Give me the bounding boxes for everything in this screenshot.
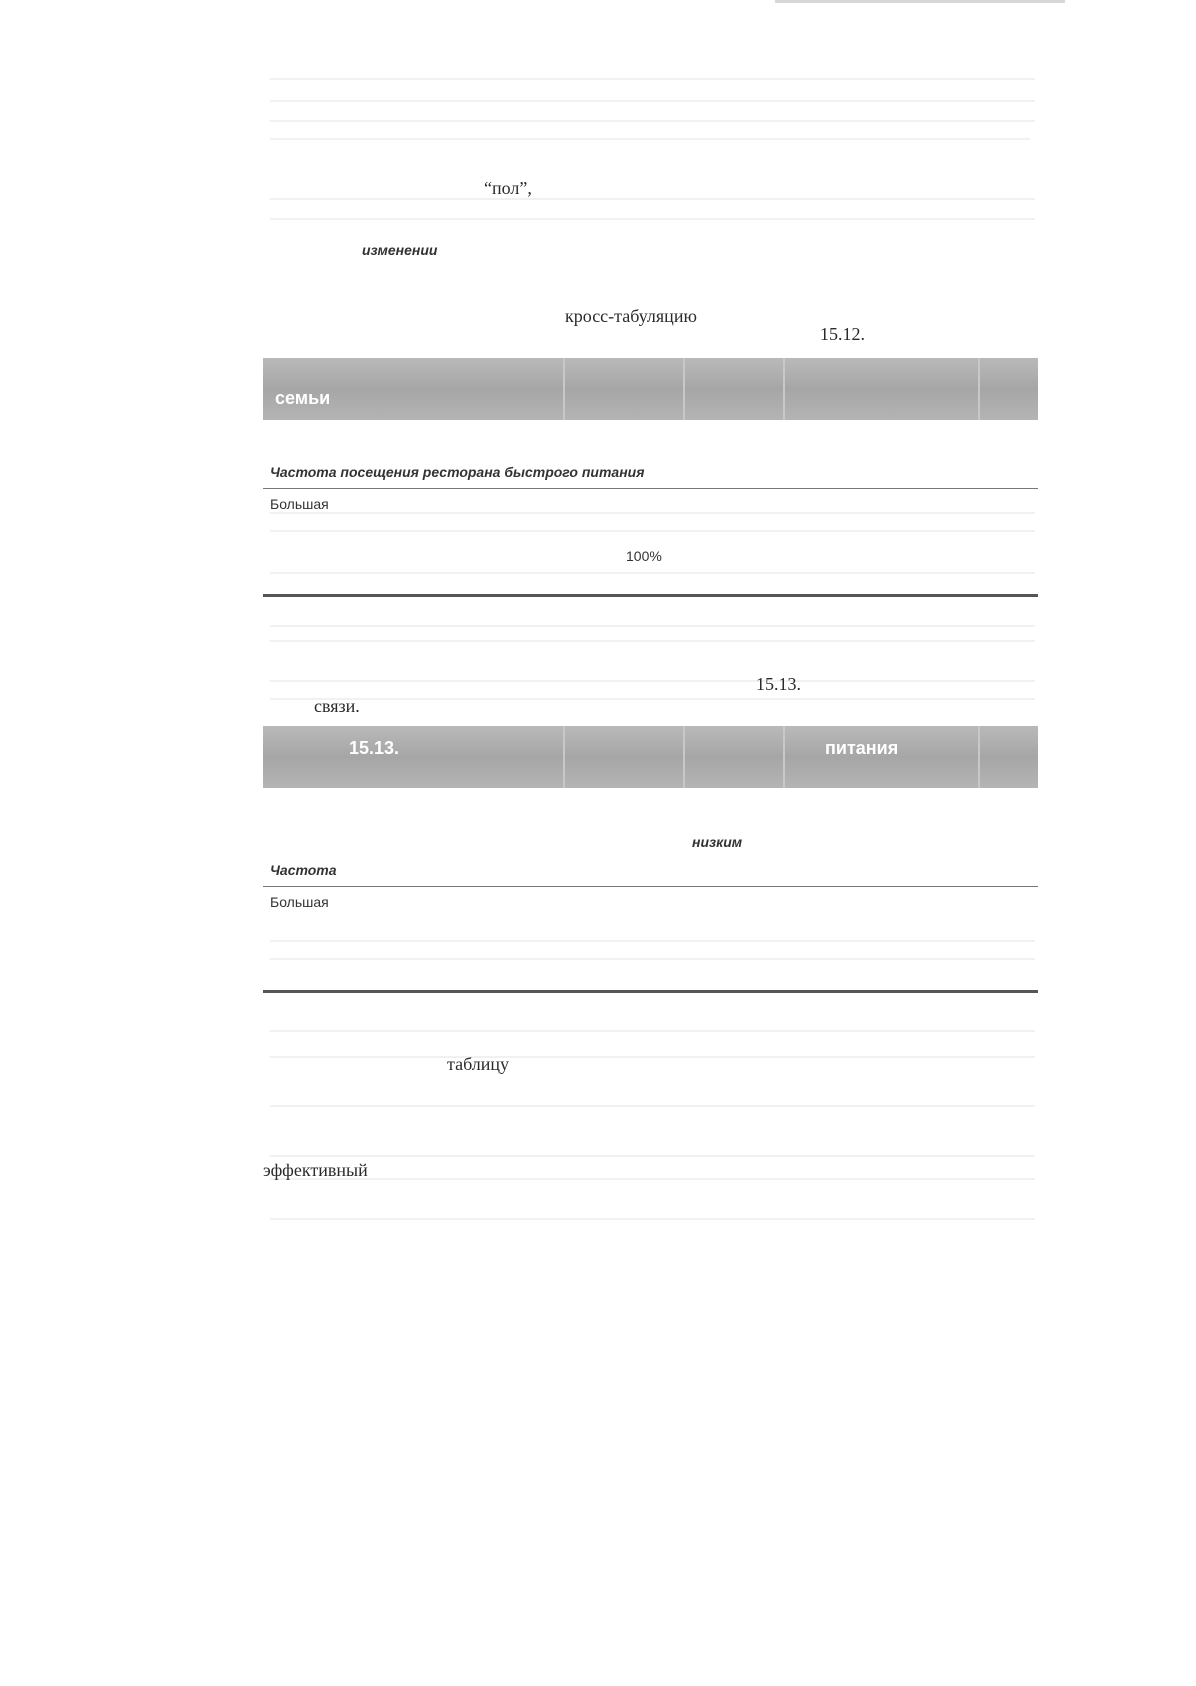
body-ref-15-12: 15.12. <box>820 324 865 344</box>
table1-title: семьи <box>275 388 331 408</box>
body-word-tablitsu: таблицу <box>447 1054 510 1074</box>
faded-text-line <box>270 1056 1035 1058</box>
table2-row-label: Большая <box>270 894 329 910</box>
table1-title-band <box>263 358 1038 420</box>
table2-header: Частота <box>270 862 337 878</box>
band-divider <box>563 358 565 420</box>
faded-text-line <box>270 1155 1035 1157</box>
table2-number: 15.13. <box>349 738 400 758</box>
band-divider <box>563 726 565 788</box>
faded-text-line <box>270 1178 1035 1180</box>
faded-text-line <box>270 530 1035 532</box>
faded-text-line <box>270 198 1035 200</box>
body-word-pol: “пол”, <box>484 178 532 198</box>
faded-text-line <box>270 1030 1035 1032</box>
table1-total: 100% <box>626 548 662 564</box>
band-divider <box>978 726 980 788</box>
band-divider <box>978 358 980 420</box>
faded-text-line <box>270 100 1035 102</box>
body-word-izmenenii: изменении <box>362 242 438 258</box>
faded-text-line <box>270 512 1035 514</box>
faded-text-line <box>270 78 1035 80</box>
faded-text-line <box>270 958 1035 960</box>
faded-text-line <box>270 680 1035 682</box>
band-divider <box>683 358 685 420</box>
band-divider <box>783 726 785 788</box>
table2-title-band <box>263 726 1038 788</box>
table1-header: Частота посещения ресторана быстрого питания <box>270 464 645 480</box>
faded-text-line <box>270 1218 1035 1220</box>
table1-header-rule <box>263 488 1038 489</box>
body-word-svyazi: связи. <box>314 696 360 716</box>
band-divider <box>683 726 685 788</box>
faded-text-line <box>270 1105 1035 1107</box>
faded-text-line <box>270 640 1035 642</box>
table2-subheader: низким <box>692 834 743 850</box>
faded-text-line <box>270 940 1035 942</box>
table2-header-rule <box>263 886 1038 887</box>
faded-text-line <box>270 625 1035 627</box>
scan-edge <box>775 0 1065 3</box>
faded-text-line <box>270 698 1035 700</box>
body-ref-15-13: 15.13. <box>756 674 801 694</box>
band-divider <box>783 358 785 420</box>
faded-text-line <box>270 138 1030 140</box>
faded-text-line <box>270 572 1035 574</box>
faded-text-line <box>270 120 1035 122</box>
body-word-effektivnyi: эффективный <box>263 1160 368 1180</box>
table2-title: питания <box>825 738 899 758</box>
table1-bottom-rule <box>263 594 1038 597</box>
faded-text-line <box>270 218 1035 220</box>
table1-row-label: Большая <box>270 496 329 512</box>
table2-bottom-rule <box>263 990 1038 993</box>
body-word-cross-tab: кросс-табуляцию <box>565 306 697 326</box>
